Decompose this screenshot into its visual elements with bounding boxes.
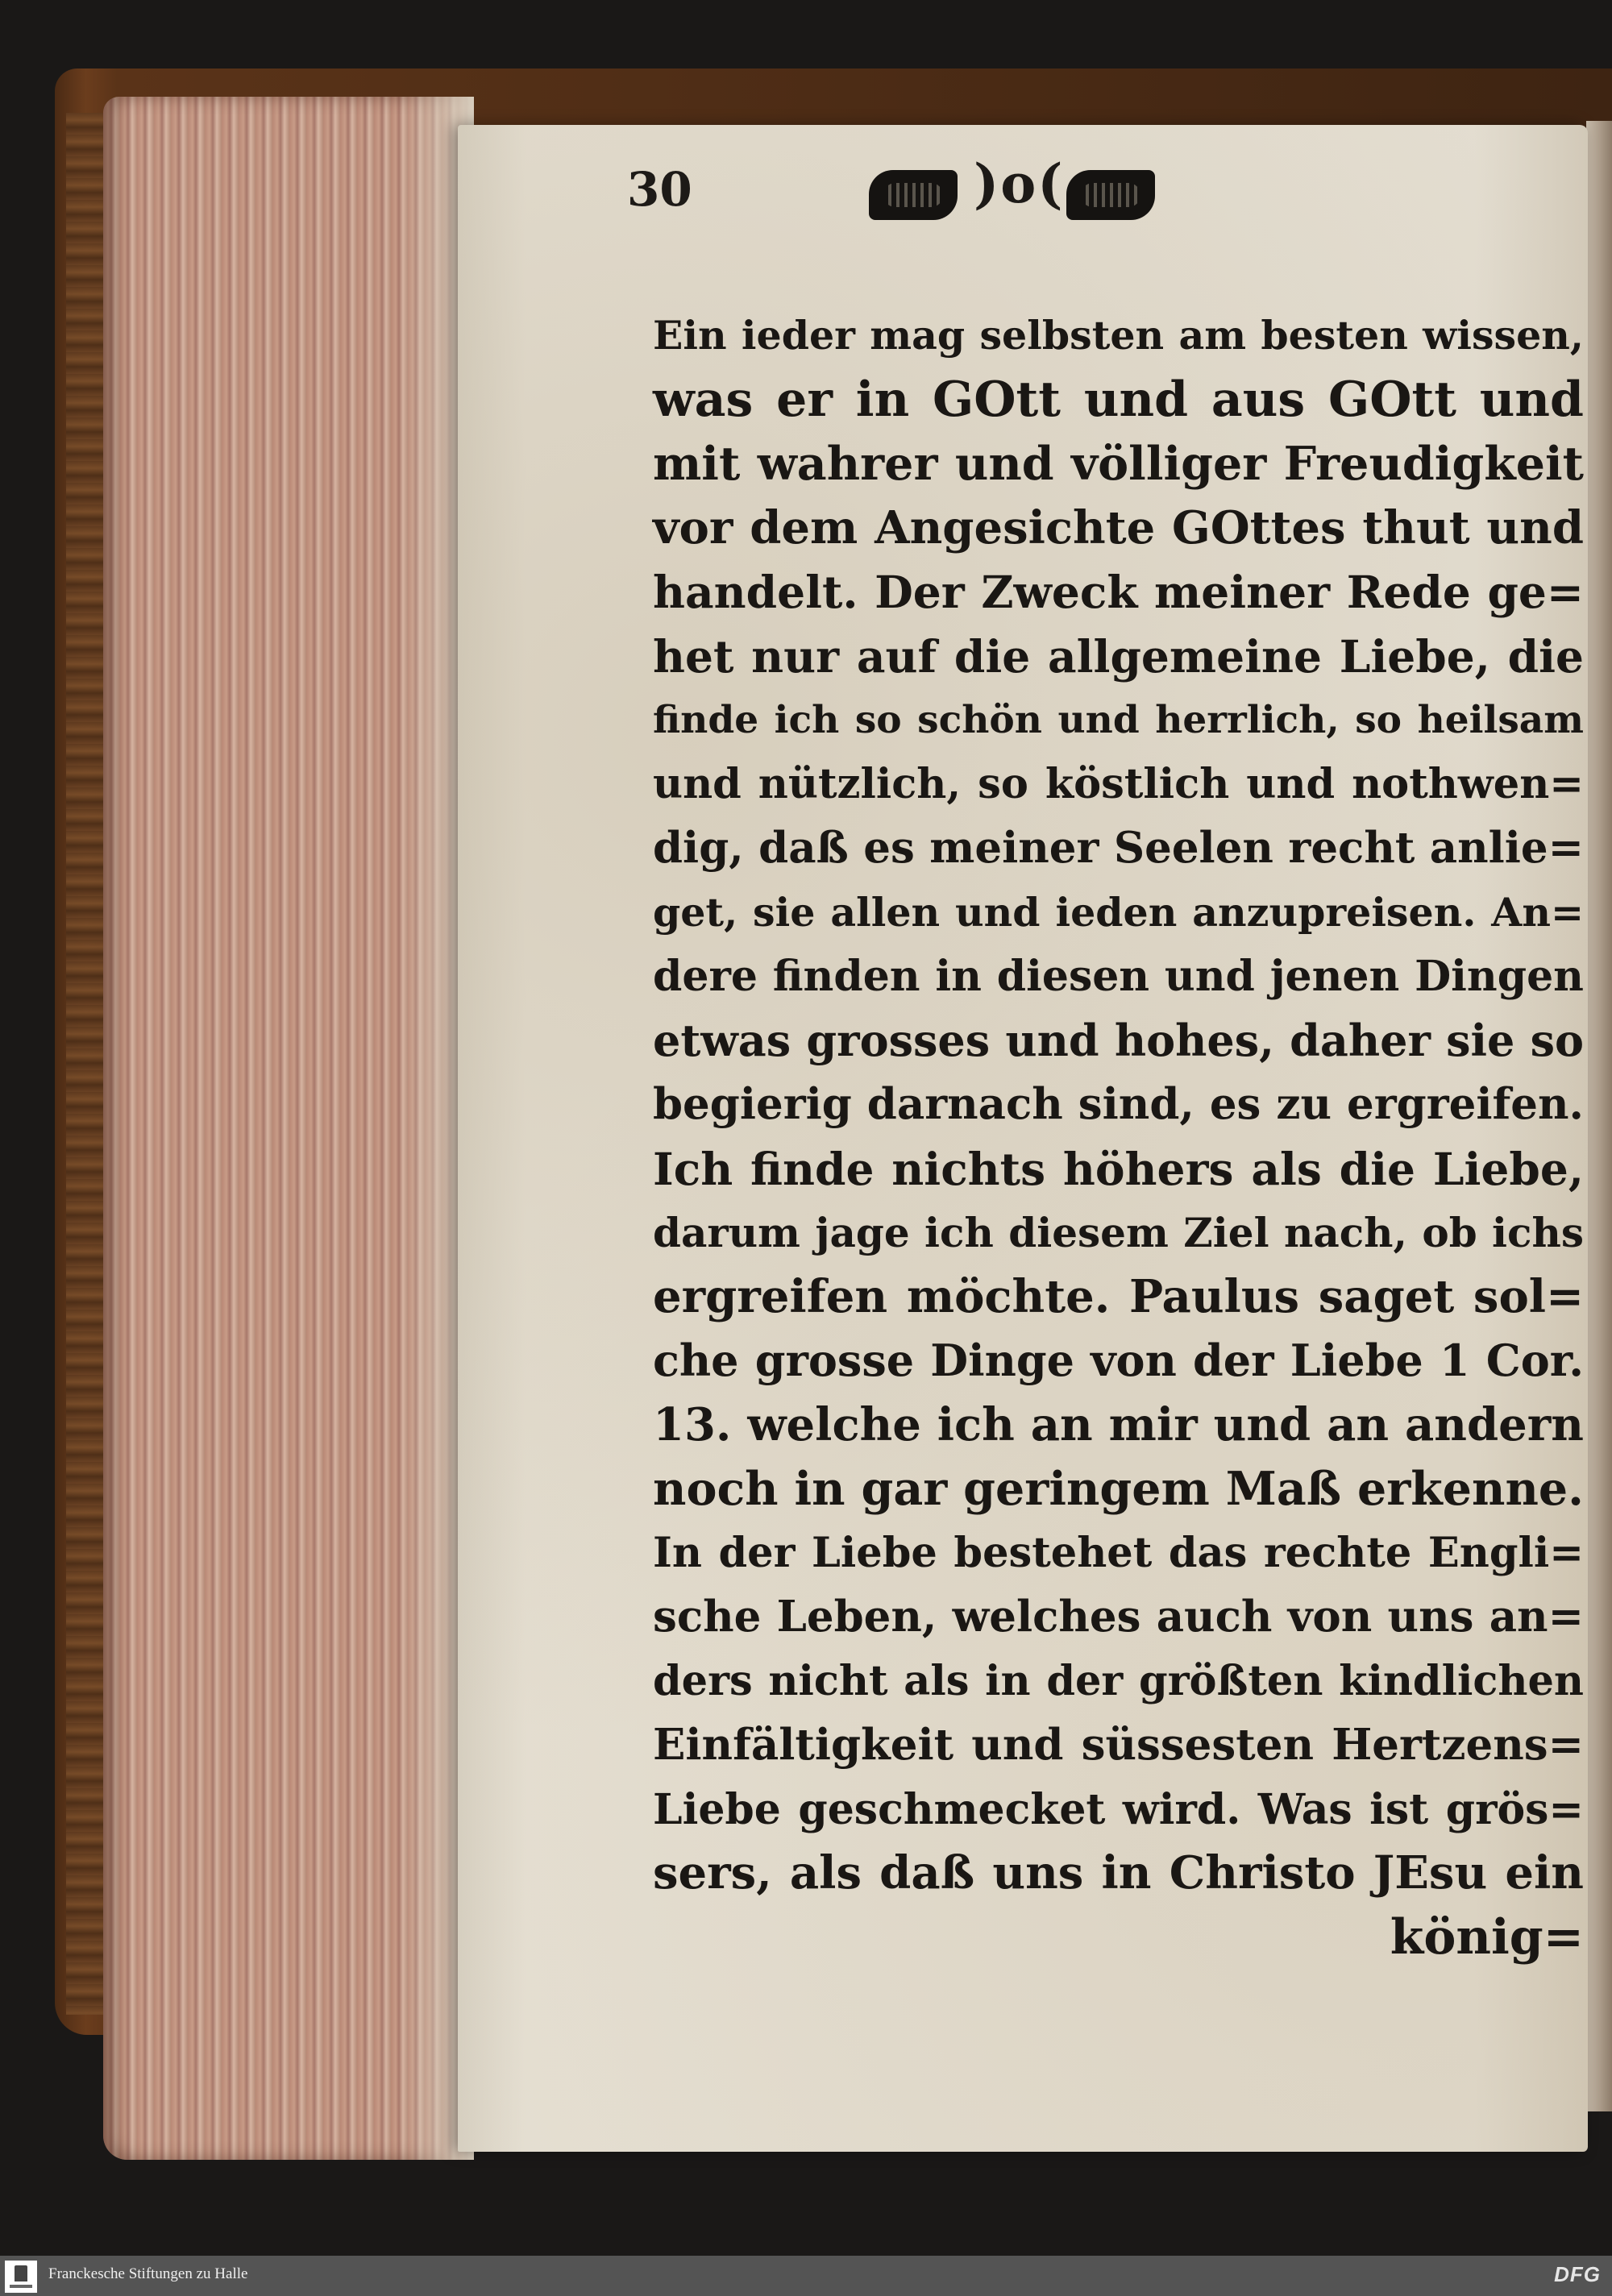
text-line: begierig darnach sind, es zu ergreifen. [653, 1079, 1584, 1129]
text-line: darum jage ich diesem Ziel nach, ob ichs [653, 1209, 1584, 1256]
book-page [458, 125, 1588, 2152]
text-line: was er in GOtt und aus GOtt und [653, 371, 1584, 428]
text-line: 13. welche ich an mir und an andern [653, 1397, 1584, 1451]
ornament-left-icon [869, 170, 958, 220]
running-head-ornament: )o( [974, 152, 1065, 215]
page-number: 30 [627, 162, 692, 217]
running-head [627, 135, 1433, 255]
text-line: het nur auf die allgemeine Liebe, die [653, 629, 1584, 683]
page-text-block [653, 304, 1584, 1970]
text-line: In der Liebe bestehet das rechte Engli= [653, 1528, 1584, 1577]
footer-bar [0, 2256, 1612, 2296]
text-line: Einfältigkeit und süssesten Hertzens= [653, 1720, 1584, 1770]
text-line: handelt. Der Zweck meiner Rede ge= [653, 566, 1584, 618]
text-line: ergreifen möchte. Paulus saget sol= [653, 1269, 1584, 1323]
text-line: Ich finde nichts höhers als die Liebe, [653, 1142, 1584, 1195]
text-line: che grosse Dinge von der Liebe 1 Cor. [653, 1335, 1584, 1386]
text-line: finde ich so schön und herrlich, so heilsam [653, 698, 1584, 742]
text-line: dig, daß es meiner Seelen recht anlie= [653, 823, 1585, 873]
text-line: Liebe geschmecket wird. Was ist grös= [653, 1784, 1584, 1834]
francke-foundations-logo-icon[interactable] [5, 2261, 37, 2293]
text-line: ders nicht als in der größten kindlichen [653, 1656, 1584, 1705]
dfg-logo[interactable]: DFG [1554, 2262, 1601, 2286]
right-page-edge [1586, 121, 1612, 2111]
text-line: und nützlich, so köstlich und nothwen= [653, 759, 1584, 808]
text-line: sers, als daß uns in Christo JEsu ein [653, 1846, 1584, 1899]
text-line: noch in gar geringem Maß erkenne. [653, 1462, 1584, 1516]
ornament-right-icon [1066, 170, 1155, 220]
text-line: etwas grosses und hohes, daher sie so [653, 1014, 1584, 1066]
text-line: get, sie allen und ieden anzupreisen. An= [653, 888, 1584, 936]
text-line: mit wahrer und völliger Freudigkeit [653, 437, 1584, 491]
book-page-edges [103, 97, 474, 2160]
text-line: sche Leben, welches auch von uns an= [653, 1592, 1584, 1642]
catchword: könig= [1390, 1908, 1584, 1966]
text-line: Ein ieder mag selbsten am besten wissen, [653, 312, 1584, 359]
text-line: vor dem Angesichte GOttes thut und [653, 500, 1584, 554]
footer-institution-link[interactable]: Franckesche Stiftungen zu Halle [48, 2265, 248, 2282]
text-line: dere finden in diesen und jenen Dingen [653, 952, 1584, 1001]
